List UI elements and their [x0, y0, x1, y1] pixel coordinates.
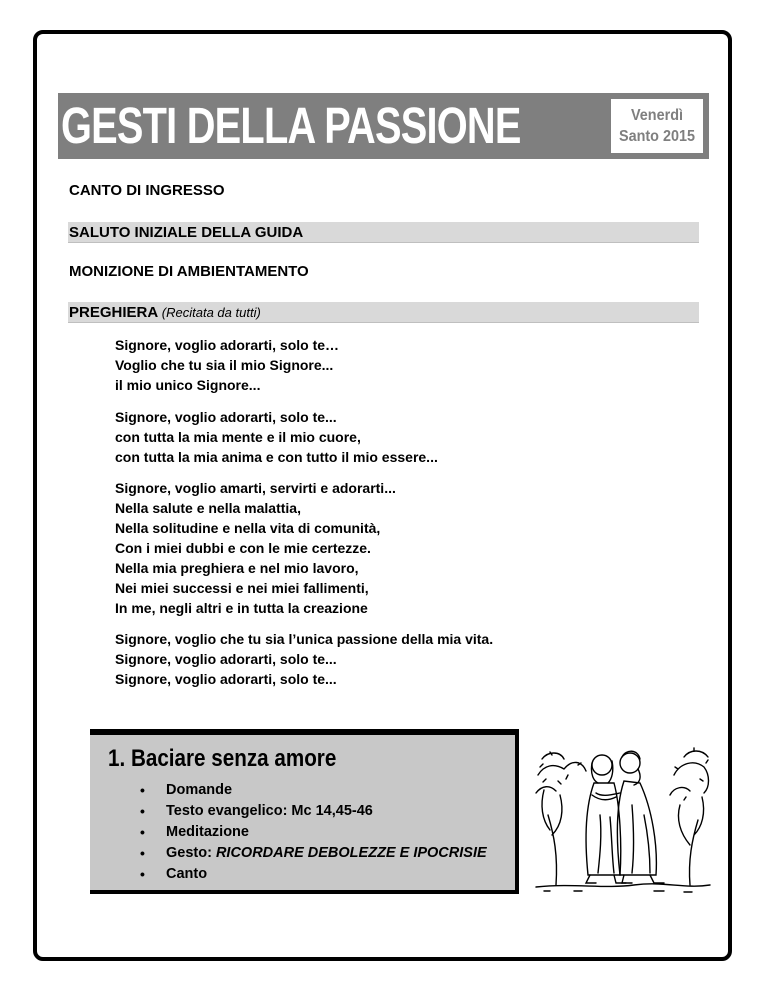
- prayer-line: In me, negli altri e in tutta la creazione: [115, 600, 368, 616]
- prayer-line: il mio unico Signore...: [115, 377, 261, 393]
- prayer-line: Signore, voglio adorarti, solo te…: [115, 337, 340, 353]
- date-weekday: Venerdì: [630, 107, 684, 124]
- prayer-line: Nella salute e nella malattia,: [115, 500, 301, 516]
- prayer-line: Nella mia preghiera e nel mio lavoro,: [115, 560, 359, 576]
- prayer-stanza-3: [115, 478, 615, 618]
- gesture-list: [140, 780, 487, 885]
- list-item-text: Canto: [166, 866, 208, 882]
- page-title: GESTI DELLA PASSIONE: [61, 97, 521, 154]
- list-item-text: Domande: [166, 782, 233, 798]
- prayer-line: Signore, voglio adorarti, solo te...: [115, 409, 337, 425]
- section-preghiera-label: PREGHIERA: [69, 304, 158, 321]
- list-item-text: Gesto:: [166, 845, 212, 861]
- prayer-line: con tutta la mia anima e con tutto il mio essere...: [115, 449, 438, 465]
- date-year: Santo 2015: [618, 128, 696, 145]
- section-saluto-iniziale: SALUTO INIZIALE DELLA GUIDA: [68, 222, 699, 243]
- list-item-text: Meditazione: [166, 824, 249, 840]
- gesture-title: 1. Baciare senza amore: [108, 745, 337, 772]
- prayer-line: Signore, voglio che tu sia l’unica passione della mia vita.: [115, 631, 494, 647]
- prayer-line: Voglio che tu sia il mio Signore...: [115, 357, 334, 373]
- list-item: [140, 780, 487, 801]
- section-preghiera: [68, 302, 699, 323]
- prayer-line: Signore, voglio adorarti, solo te...: [115, 671, 337, 687]
- list-item: [140, 843, 487, 864]
- prayer-stanza-2: [115, 407, 615, 467]
- prayer-line: Signore, voglio amarti, servirti e adorarti...: [115, 480, 396, 496]
- prayer-line: Nei miei successi e nei miei fallimenti,: [115, 580, 369, 596]
- prayer-stanza-4: [115, 629, 615, 689]
- list-item-text: Testo evangelico: Mc 14,45-46: [166, 803, 373, 819]
- list-item: [140, 864, 487, 885]
- list-item: [140, 801, 487, 822]
- section-canto-ingresso: CANTO DI INGRESSO: [69, 182, 225, 199]
- section-preghiera-note: (Recitata da tutti): [161, 305, 261, 320]
- list-item-emphasis: RICORDARE DEBOLEZZE E IPOCRISIE: [215, 845, 487, 861]
- section-monizione: MONIZIONE DI AMBIENTAMENTO: [69, 263, 309, 280]
- list-item: [140, 822, 487, 843]
- prayer-line: Con i miei dubbi e con le mie certezze.: [115, 540, 371, 556]
- prayer-line: Nella solitudine e nella vita di comunità,: [115, 520, 381, 536]
- prayer-line: con tutta la mia mente e il mio cuore,: [115, 429, 361, 445]
- prayer-line: Signore, voglio adorarti, solo te...: [115, 651, 337, 667]
- prayer-stanza-1: [115, 335, 615, 395]
- date-box: [609, 97, 705, 155]
- judas-kiss-illustration: [534, 735, 712, 895]
